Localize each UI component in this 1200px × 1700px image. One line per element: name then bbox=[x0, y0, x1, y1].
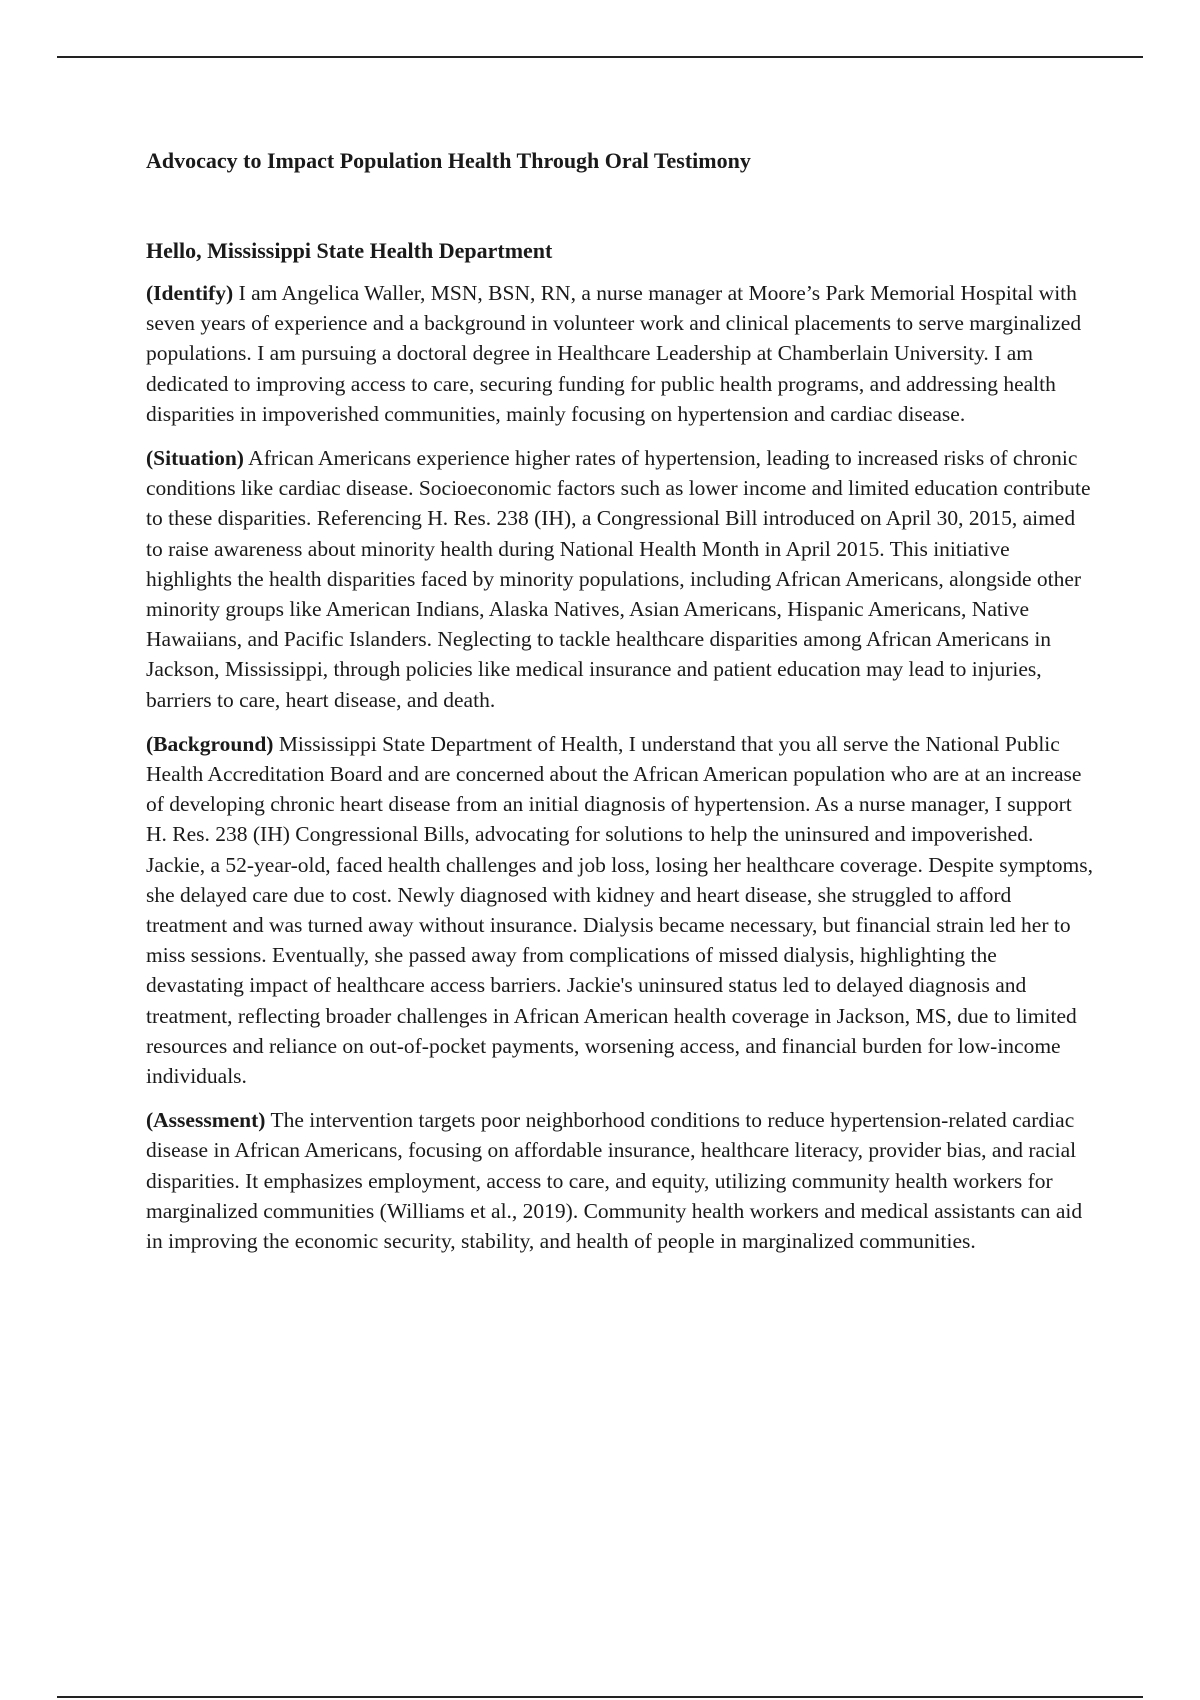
section-label: (Background) bbox=[146, 731, 274, 756]
document-title: Advocacy to Impact Population Health Through Oral Testimony bbox=[146, 148, 751, 173]
top-divider bbox=[57, 56, 1143, 58]
bottom-divider bbox=[57, 1696, 1143, 1698]
section-text: African Americans experience higher rates of hypertension, leading to increased risks of chronic conditions like cardiac disease. Socioeconomic factors such as lower income and limited education contribute to these disparities. Referencing H. Res. 238 (IH), a Congressional Bill introduced on April 30, 2015, aimed to raise awareness about minority health during National Health Month in April 2015. This initiative highlights the health disparities faced by minority populations, including African Americans, alongside other minority groups like American Indians, Alaska Natives, Asian Americans, Hispanic Americans, Native Hawaiians, and Pacific Islanders. Neglecting to tackle healthcare disparities among African Americans in Jackson, Mississippi, through policies like medical insurance and patient education may lead to injuries, barriers to care, heart disease, and death. bbox=[146, 446, 1091, 712]
section-label: (Situation) bbox=[146, 446, 244, 471]
section-label: (Assessment) bbox=[146, 1108, 266, 1133]
section-identify bbox=[146, 278, 1096, 429]
section-text: I am Angelica Waller, MSN, BSN, RN, a nurse manager at Moore’s Park Memorial Hospital with seven years of experience and a background in volunteer work and clinical placements to serve marginalized populations. I am pursuing a doctoral degree in Healthcare Leadership at Chamberlain University. I am dedicated to improving access to care, securing funding for public health programs, and addressing health disparities in impoverished communities, mainly focusing on hypertension and cardiac disease. bbox=[146, 281, 1082, 426]
document-body bbox=[146, 146, 1096, 1270]
section-assessment bbox=[146, 1105, 1096, 1256]
section-label: (Identify) bbox=[146, 281, 234, 305]
section-situation bbox=[146, 443, 1096, 715]
section-background bbox=[146, 729, 1096, 1091]
greeting-heading: Hello, Mississippi State Health Department bbox=[146, 238, 553, 263]
section-text: The intervention targets poor neighborhood conditions to reduce hypertension-related cardiac disease in African Americans, focusing on affordable insurance, healthcare literacy, provider bias, and racial disparities. It emphasizes employment, access to care, and equity, utilizing community health workers for marginalized communities (Williams et al., 2019). Community health workers and medical assistants can aid in improving the economic security, stability, and health of people in marginalized communities. bbox=[146, 1108, 1083, 1254]
section-text: Mississippi State Department of Health, I understand that you all serve the National Public Health Accreditation Board and are concerned about the African American population who are at an increase of developing chronic heart disease from an initial diagnosis of hypertension. As a nurse manager, I support H. Res. 238 (IH) Congressional Bills, advocating for solutions to help the uninsured and impoverished. Jackie, a 52-year-old, faced health challenges and job loss, losing her healthcare coverage. Despite symptoms, she delayed care due to cost. Newly diagnosed with kidney and heart disease, she struggled to afford treatment and was turned away without insurance. Dialysis became necessary, but financial strain led her to miss sessions. Eventually, she passed away from complications of missed dialysis, highlighting the devastating impact of healthcare access barriers. Jackie's uninsured status led to delayed diagnosis and treatment, reflecting broader challenges in African American health coverage in Jackson, MS, due to limited resources and reliance on out-of-pocket payments, worsening access, and financial burden for low-income individuals. bbox=[146, 731, 1094, 1089]
